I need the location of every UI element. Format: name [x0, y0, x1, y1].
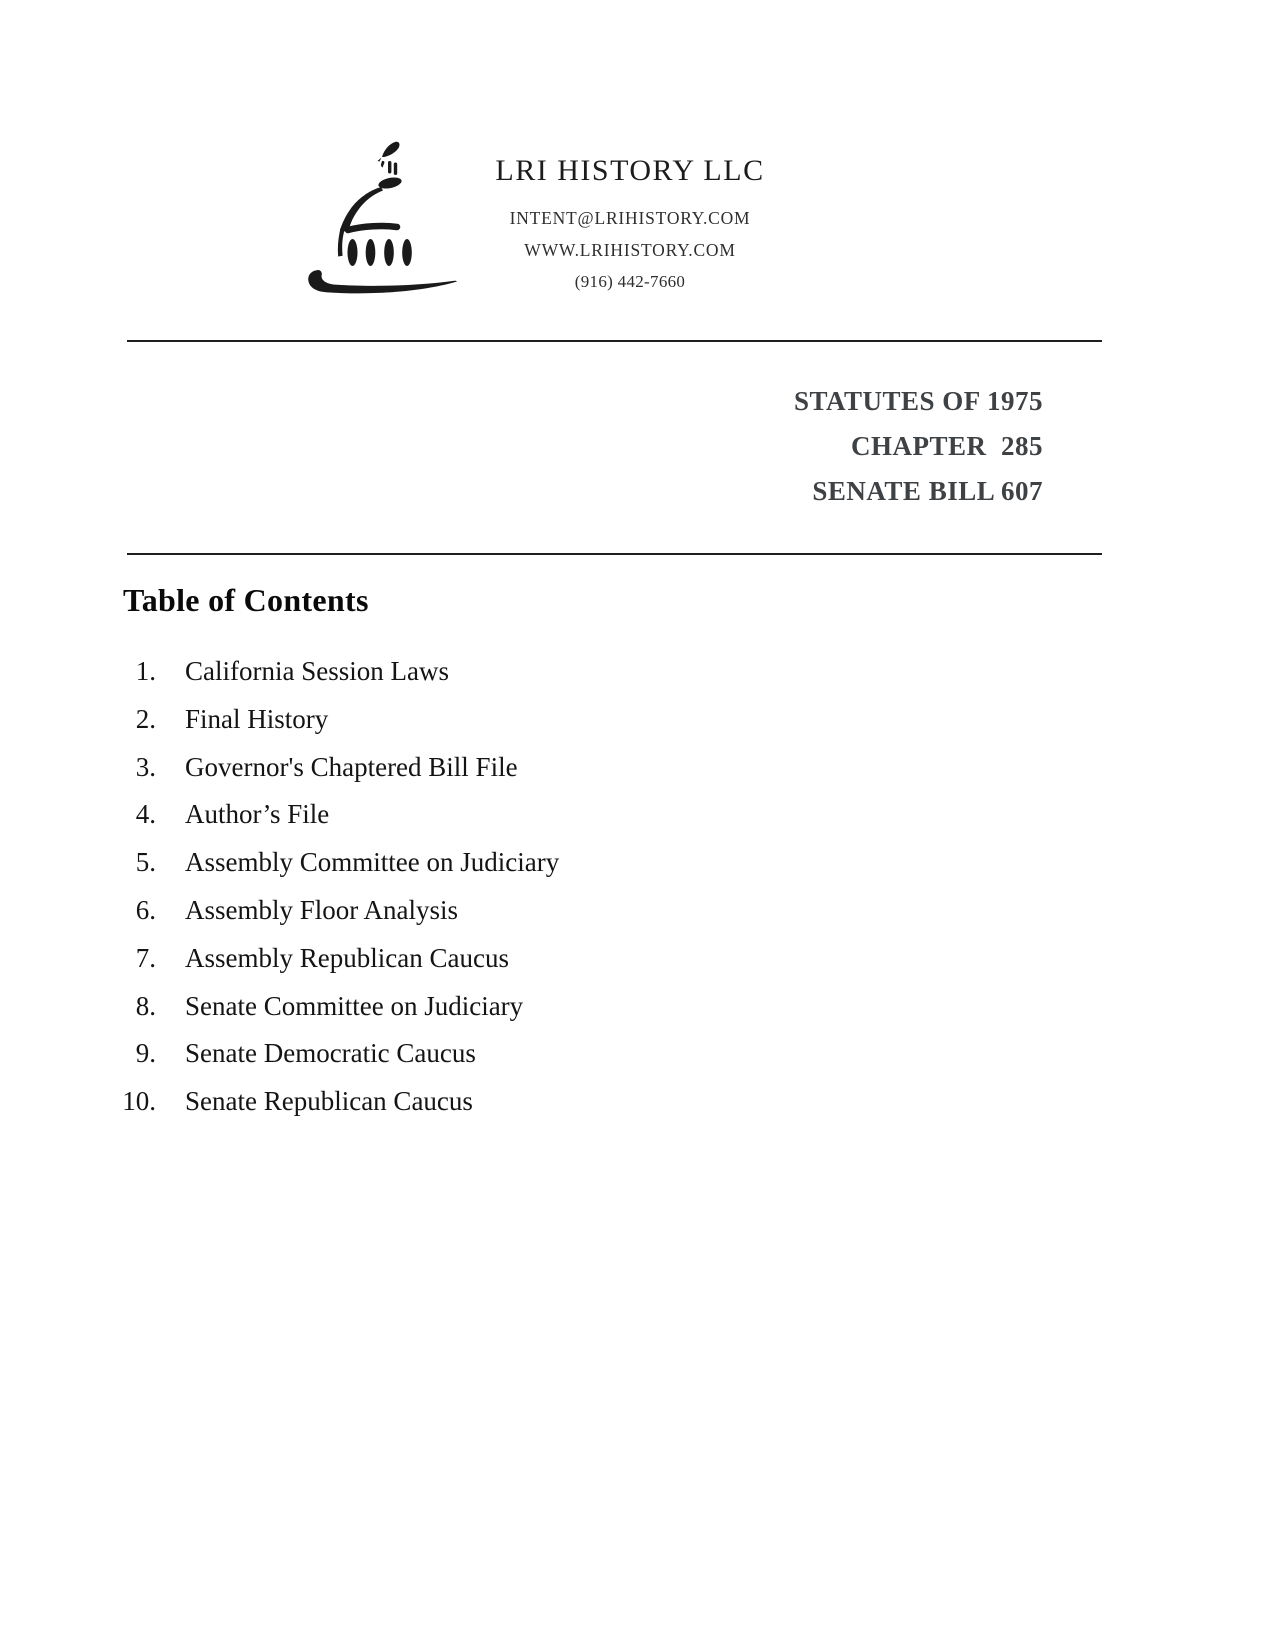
toc-item [96, 983, 559, 1031]
divider-line-top [127, 340, 1102, 342]
toc-item-label: Assembly Committee on Judiciary [185, 847, 560, 878]
senate-bill-line: SENATE BILL 607 [812, 476, 1043, 506]
toc-item [96, 744, 559, 792]
toc-item-number: 7. [135, 942, 156, 973]
toc-item [96, 696, 559, 744]
divider-line-middle [127, 553, 1102, 555]
toc-item [96, 935, 559, 983]
toc-item [96, 1030, 559, 1078]
toc-item-number: 6. [135, 894, 156, 925]
toc-item-number: 5. [135, 847, 156, 878]
toc-item-number: 4. [135, 799, 156, 830]
toc-item-number: 10. [122, 1086, 156, 1117]
toc-item [96, 791, 559, 839]
bill-title-block [794, 379, 1043, 514]
toc-item-label: California Session Laws [185, 656, 449, 686]
toc-item-label: Senate Republican Caucus [185, 1086, 473, 1117]
company-name: LRI HISTORY LLC [495, 154, 765, 187]
toc-item-label: Final History [185, 703, 329, 734]
toc-item-number: 8. [135, 990, 156, 1021]
chapter-number-line: CHAPTER 285 [850, 431, 1043, 461]
toc-item-label: Assembly Floor Analysis [185, 894, 459, 925]
toc-item-label: Author’s File [185, 799, 330, 830]
website-url: WWW.LRIHISTORY.COM [524, 240, 736, 260]
toc-item-number: 2. [135, 703, 156, 734]
toc-item [96, 1078, 559, 1126]
phone-number: (916) 442-7660 [574, 272, 686, 291]
toc-item-label: Assembly Republican Caucus [185, 942, 509, 973]
toc-item-number: 3. [135, 751, 156, 782]
email-address: INTENT@LRIHISTORY.COM [509, 208, 751, 228]
letterhead [440, 152, 820, 292]
statutes-year-line: STATUTES OF 1975 [793, 386, 1043, 416]
toc-item-number: 9. [135, 1038, 156, 1069]
toc-list [96, 648, 559, 1126]
toc-item-label: Governor's Chaptered Bill File [185, 751, 518, 782]
toc-item-number: 1. [135, 656, 156, 686]
toc-item [96, 887, 559, 935]
toc-item-label: Senate Democratic Caucus [185, 1038, 476, 1069]
toc-item [96, 839, 559, 887]
toc-heading: Table of Contents [123, 582, 369, 618]
toc-item-label: Senate Committee on Judiciary [185, 990, 524, 1021]
toc-item [96, 648, 559, 696]
